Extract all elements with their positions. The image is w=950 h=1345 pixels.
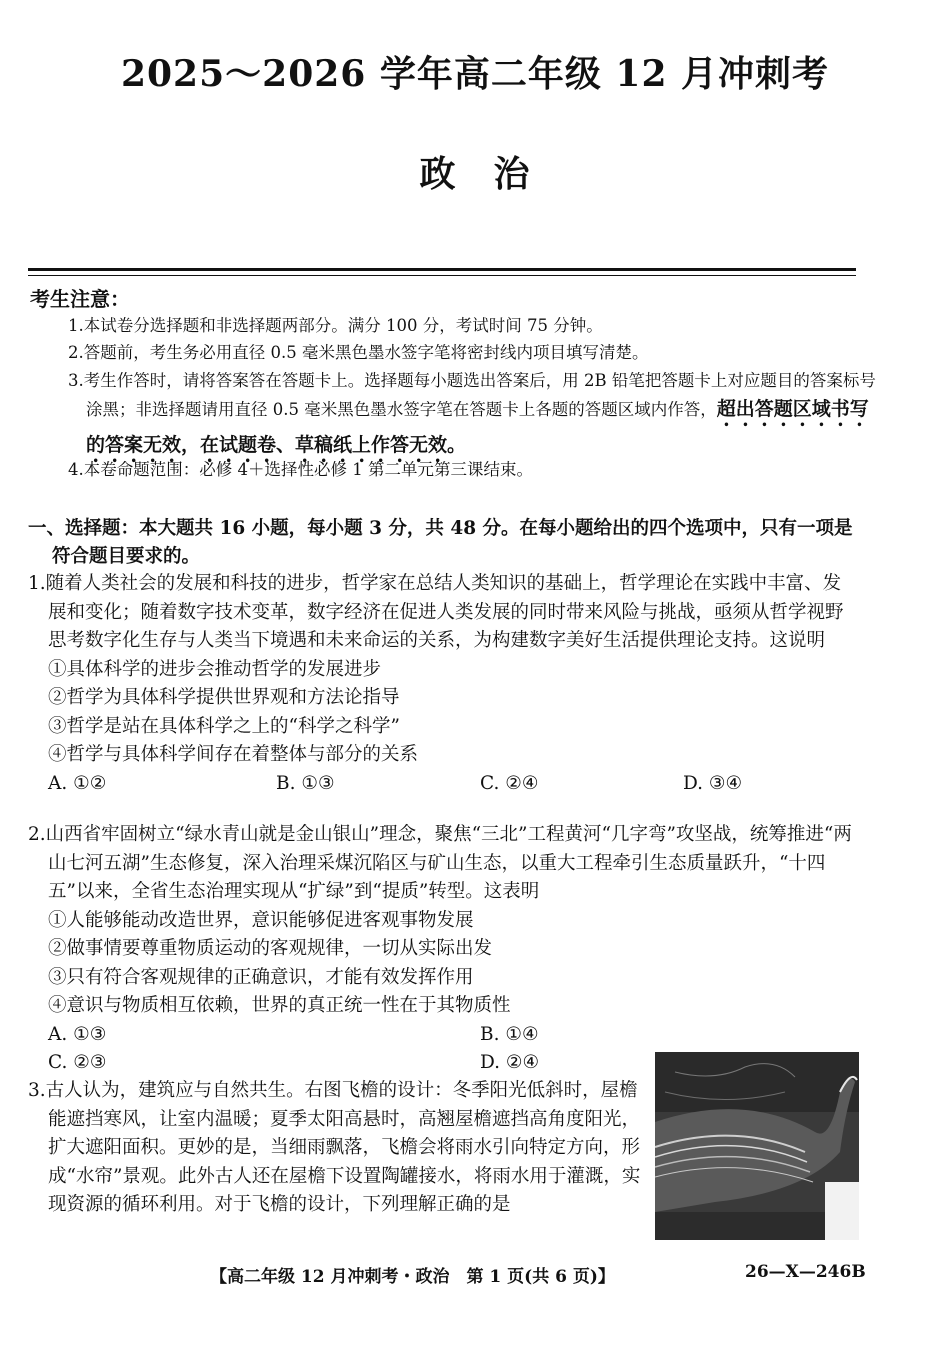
notice-item-3-text: 3.考生作答时，请将答案答在答题卡上。选择题每小题选出答案后，用 2B 铅笔把答题卡上对应题目的答案标号涂黑；非选择题请用直径 0.5 毫米黑色墨水签字笔在答题卡上各题的答题区域内作答，: [68, 371, 876, 419]
question-2-choice-b: B. ①④: [480, 1023, 539, 1045]
question-1-choice-b: B. ①③: [276, 772, 335, 794]
question-2: [28, 821, 858, 1077]
question-2-statement-2: ②做事情要尊重物质运动的客观规律，一切从实际出发: [48, 938, 493, 959]
question-2-statement-3: ③只有符合客观规律的正确意识，才能有效发挥作用: [48, 966, 474, 988]
flying-eave-photo: [655, 1052, 859, 1240]
question-2-choice-c: C. ②③: [48, 1051, 107, 1073]
paper-code: 26—X—246B: [745, 1262, 866, 1282]
subject-title: 政 治: [419, 153, 531, 195]
question-2-statement-1: ①人能够能动改造世界，意识能够促进客观事物发展: [48, 909, 474, 931]
question-1-statement-1: ①具体科学的进步会推动哲学的发展进步: [48, 658, 382, 680]
exam-title: 2025～2026 学年高二年级 12 月冲刺考: [120, 53, 830, 95]
header-rule-thick: [28, 268, 856, 271]
question-1-statement-3: ③哲学是站在具体科学之上的“科学之科学”: [48, 715, 400, 737]
page-footer: 【高二年级 12 月冲刺考・政治 第 1 页(共 6 页)】: [210, 1267, 615, 1287]
question-1-choices: [28, 770, 858, 798]
question-1-stem: 1.随着人类社会的发展和科技的进步，哲学家在总结人类知识的基础上，哲学理论在实践中丰富、发展和变化；随着数字技术变革，数字经济在促进人类发展的同时带来风险与挑战，亟须从哲学视野思考数字化生存与人类当下境遇和未来命运的关系，为构建数字美好生活提供理论支持。这说明: [28, 573, 844, 651]
notice-item-4: 4.本卷命题范围：必修 4＋选择性必修 1 第二单元第三课结束。: [68, 460, 533, 479]
question-2-choices-row-1: [28, 1021, 858, 1049]
question-1-statement-2: ②哲学为具体科学提供世界观和方法论指导: [48, 687, 400, 708]
section-heading-line-1: 一、选择题：本大题共 16 小题，每小题 3 分，共 48 分。在每小题给出的四个选项中，只有一项是: [28, 518, 853, 539]
question-1-choice-c: C. ②④: [480, 772, 539, 794]
question-2-stem: 2.山西省牢固树立“绿水青山就是金山银山”理念，聚焦“三北”工程黄河“几字弯”攻坚战，统筹推进“两山七河五湖”生态修复，深入治理采煤沉陷区与矿山生态，以重大工程牵引生态质量跃升，“十四五”以来，全省生态治理实现从“扩绿”到“提质”转型。这表明: [28, 824, 852, 902]
notice-item-3: [68, 367, 876, 467]
header-rule-thin: [28, 275, 856, 276]
question-1-statement-4: ④哲学与具体科学间存在着整体与部分的关系: [48, 744, 419, 765]
question-2-choice-d: D. ②④: [480, 1051, 540, 1073]
section-heading: [28, 515, 858, 571]
notice-heading: 考生注意：: [30, 287, 130, 311]
section-heading-line-2: 符合题目要求的。: [52, 546, 201, 567]
question-3: [28, 1077, 648, 1220]
notice-item-2: 2.答题前，考生务必用直径 0.5 毫米黑色墨水签字笔将密封线内项目填写清楚。: [68, 343, 649, 362]
question-2-statement-4: ④意识与物质相互依赖，世界的真正统一性在于其物质性: [48, 995, 511, 1016]
notice-item-3-emphasis: 超出答题区域书写的答案无效，在试题卷、草稿纸上作答无效。: [86, 398, 869, 456]
question-1-choice-a: A. ①②: [48, 772, 107, 794]
question-1: [28, 570, 858, 798]
question-3-stem: 3.古人认为，建筑应与自然共生。右图飞檐的设计：冬季阳光低斜时，屋檐能遮挡寒风，让室内温暖；夏季太阳高悬时，高翘屋檐遮挡高角度阳光，扩大遮阳面积。更妙的是，当细雨飘落，飞檐会将雨水引向特定方向，形成“水帘”景观。此外古人还在屋檐下设置陶罐接水，将雨水用于灌溉，实现资源的循环利用。对于飞檐的设计，下列理解正确的是: [28, 1080, 641, 1215]
question-1-choice-d: D. ③④: [683, 772, 743, 794]
notice-item-1: 1.本试卷分选择题和非选择题两部分。满分 100 分，考试时间 75 分钟。: [68, 316, 603, 335]
question-2-choice-a: A. ①③: [48, 1023, 107, 1045]
